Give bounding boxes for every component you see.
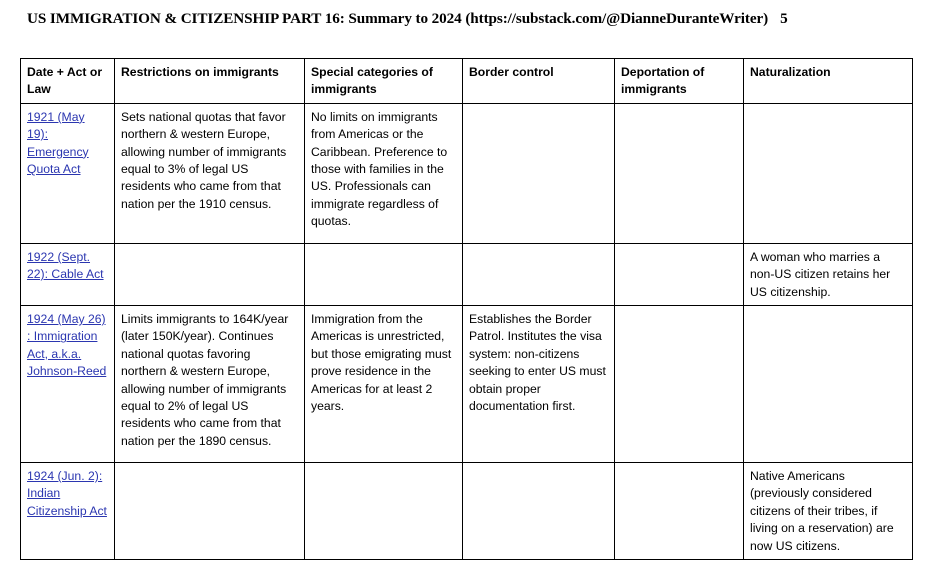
cell-border-control: [463, 103, 615, 243]
table-row: [21, 463, 913, 560]
cell-date-act: [21, 463, 115, 560]
cell-special-categories: No limits on immigrants from Americas or the Caribbean. Preference to those with families in the US. Professionals can immigrate regardless of quotas.: [305, 103, 463, 243]
cell-special-categories: [305, 243, 463, 305]
cell-special-categories: Immigration from the Americas is unrestricted, but those emigrating must prove residence in the Americas for at least 2 years.: [305, 306, 463, 463]
column-header-date-act: Date + Act or Law: [21, 59, 115, 104]
cell-restrictions: Limits immigrants to 164K/year (later 150K/year). Continues national quotas favoring northern & western Europe, allowing number of immigrants equal to 2% of legal US residents who came from that nation per the 1890 census.: [115, 306, 305, 463]
cell-restrictions: [115, 463, 305, 560]
table-row: [21, 243, 913, 305]
cell-border-control: Establishes the Border Patrol. Institutes the visa system: non-citizens seeking to enter US must obtain proper documentation first.: [463, 306, 615, 463]
column-header-deportation: Deportation of immigrants: [615, 59, 744, 104]
cell-deportation: [615, 463, 744, 560]
column-header-border-control: Border control: [463, 59, 615, 104]
column-header-restrictions: Restrictions on immigrants: [115, 59, 305, 104]
cell-deportation: [615, 306, 744, 463]
cell-naturalization: [744, 306, 913, 463]
cell-naturalization: Native Americans (previously considered citizens of their tribes, if living on a reservation) are now US citizens.: [744, 463, 913, 560]
page-title-text: US IMMIGRATION & CITIZENSHIP PART 16: Summary to 2024 (https://substack.com/@DianneDuranteWriter): [27, 10, 769, 27]
column-header-special-categories: Special categories of immigrants: [305, 59, 463, 104]
act-link[interactable]: 1924 (Jun. 2): Indian Citizenship Act: [27, 469, 107, 518]
cell-naturalization: [744, 103, 913, 243]
act-link[interactable]: 1921 (May 19): Emergency Quota Act: [27, 109, 89, 177]
immigration-summary-table: [20, 58, 913, 560]
cell-date-act: [21, 243, 115, 305]
cell-deportation: [615, 103, 744, 243]
cell-deportation: [615, 243, 744, 305]
cell-restrictions: Sets national quotas that favor northern & western Europe, allowing number of immigrants equal to 3% of legal US residents who came from that nation per the 1910 census.: [115, 103, 305, 243]
cell-restrictions: [115, 243, 305, 305]
table-header-row: [21, 59, 913, 104]
cell-border-control: [463, 243, 615, 305]
cell-naturalization: A woman who marries a non-US citizen retains her US citizenship.: [744, 243, 913, 305]
cell-border-control: [463, 463, 615, 560]
table-row: [21, 306, 913, 463]
page-number: 5: [780, 10, 788, 27]
page-title: [27, 10, 788, 28]
cell-date-act: [21, 103, 115, 243]
column-header-naturalization: Naturalization: [744, 59, 913, 104]
table-row: [21, 103, 913, 243]
act-link[interactable]: 1922 (Sept. 22): Cable Act: [27, 249, 104, 282]
act-link[interactable]: 1924 (May 26) : Immigration Act, a.k.a. Johnson-Reed: [27, 312, 107, 379]
cell-date-act: [21, 306, 115, 463]
cell-special-categories: [305, 463, 463, 560]
